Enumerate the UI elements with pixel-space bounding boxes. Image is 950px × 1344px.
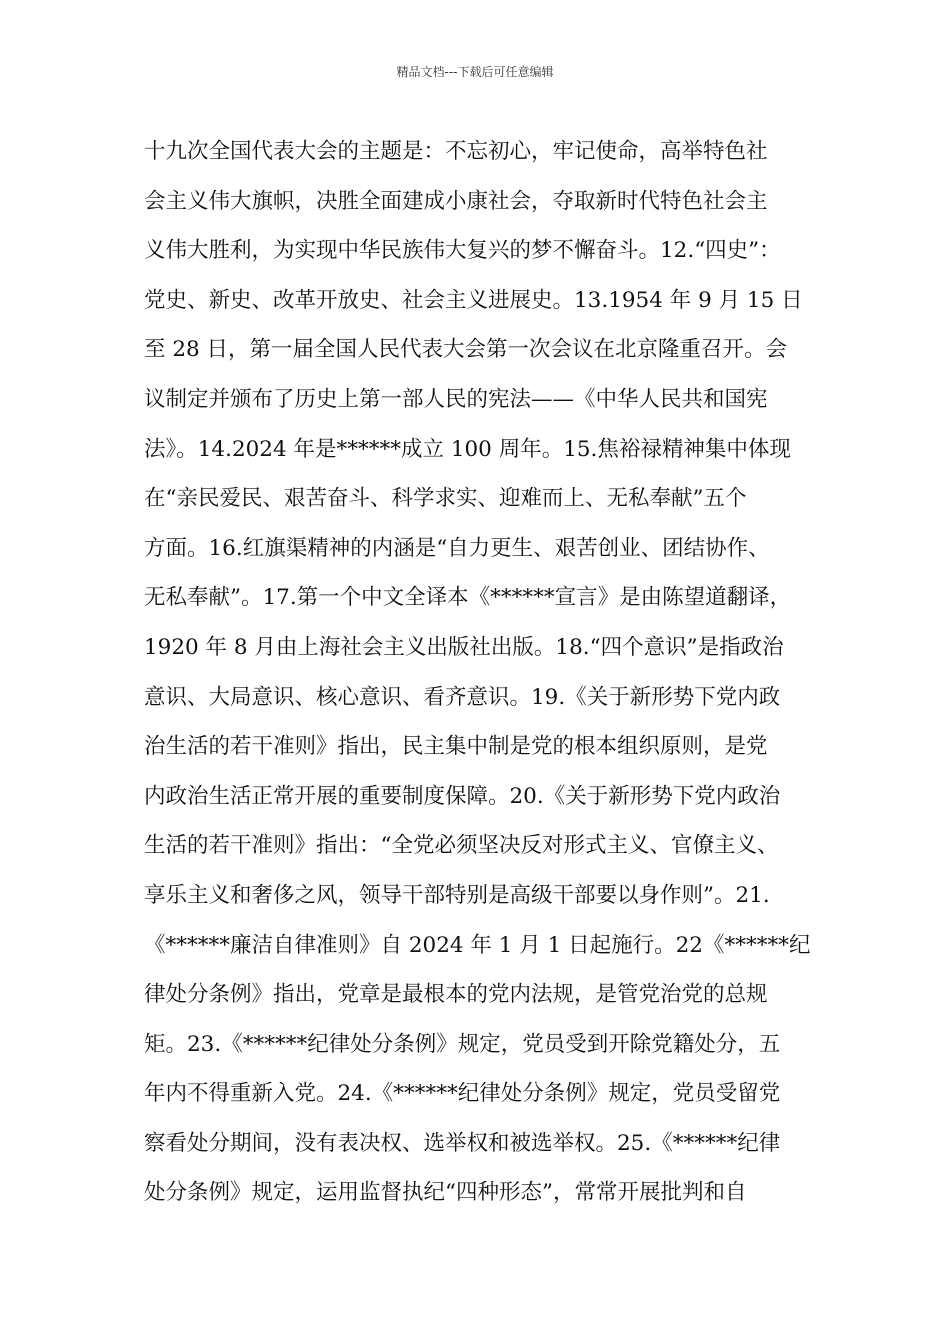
text-line: 党史、新史、改革开放史、社会主义进展史。13.1954 年 9 月 15 日 (144, 287, 803, 313)
text-line: 十九次全国代表大会的主题是：不忘初心，牢记使命，高举特色社 (144, 139, 768, 164)
page-header: 精品文档---下载后可任意编辑 (396, 65, 554, 79)
text-line: 《******廉洁自律准则》自 2024 年 1 月 1 日起施行。22《******纪 (144, 932, 811, 958)
text-line: 无私奉献”。17.第一个中文全译本《******宣言》是由陈望道翻译， (144, 585, 792, 611)
text-line: 内政治生活正常开展的重要制度保障。20.《关于新形势下党内政治 (144, 783, 781, 809)
text-line: 年内不得重新入党。24.《******纪律处分条例》规定，党员受留党 (144, 1081, 781, 1107)
text-line: 察看处分期间，没有表决权、选举权和被选举权。25.《******纪律 (144, 1130, 781, 1156)
text-line: 至 28 日，第一届全国人民代表大会第一次会议在北京隆重召开。会 (144, 337, 788, 363)
text-line: 义伟大胜利，为实现中华民族伟大复兴的梦不懈奋斗。12.“四史”： (144, 238, 781, 264)
text-line: 处分条例》规定，运用监督执纪“四种形态”，常常开展批判和自 (144, 1180, 747, 1206)
text-line: 享乐主义和奢侈之风，领导干部特别是高级干部要以身作则”。21. (144, 882, 770, 908)
text-line: 方面。16.红旗渠精神的内涵是“自力更生、艰苦创业、团结协作、 (144, 535, 770, 561)
text-line: 1920 年 8 月由上海社会主义出版社出版。18.“四个意识”是指政治 (144, 634, 784, 660)
text-line: 会主义伟大旗帜，决胜全面建成小康社会，夺取新时代特色社会主 (144, 188, 768, 214)
text-line: 治生活的若干准则》指出，民主集中制是党的根本组织原则，是党 (144, 734, 768, 760)
text-line: 律处分条例》指出，党章是最根本的党内法规，是管党治党的总规 (144, 982, 768, 1008)
text-line: 意识、大局意识、核心意识、看齐意识。19.《关于新形势下党内政 (144, 684, 781, 710)
document-body (144, 132, 824, 1223)
text-line: 矩。23.《******纪律处分条例》规定，党员受到开除党籍处分，五 (144, 1031, 781, 1057)
text-line: 法》。14.2024 年是******成立 100 周年。15.焦裕禄精神集中体现 (144, 436, 791, 462)
text-line: 议制定并颁布了历史上第一部人民的宪法——《中华人民共和国宪 (144, 386, 768, 412)
text-line: 生活的若干准则》指出：“全党必须坚决反对形式主义、官僚主义、 (144, 833, 779, 859)
text-line: 在“亲民爱民、艰苦奋斗、科学求实、迎难而上、无私奉献”五个 (144, 486, 747, 512)
